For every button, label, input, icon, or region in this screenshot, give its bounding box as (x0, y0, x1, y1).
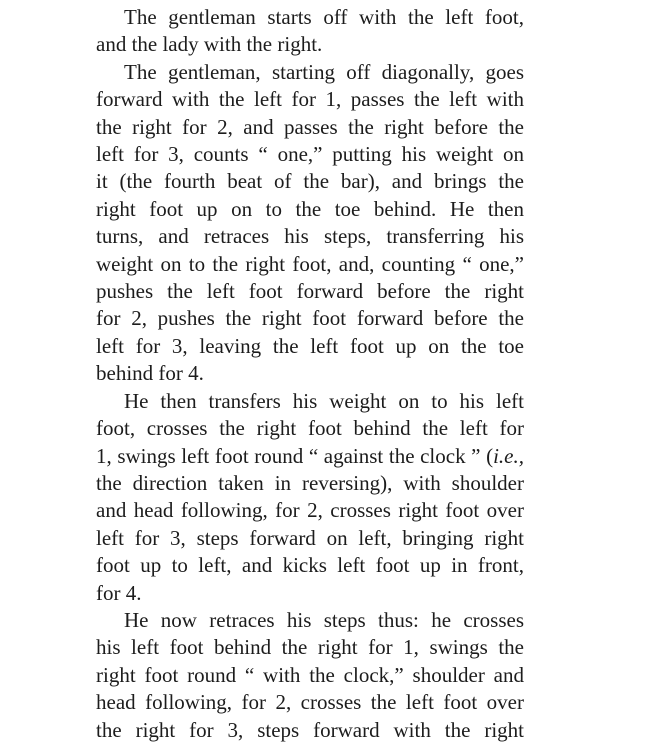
text-line: head following, for 2, crosses the left foot over (96, 690, 524, 715)
text-line: it (the fourth beat of the bar), and brings the (96, 169, 524, 194)
paragraph-2 (68, 59, 524, 388)
text-line: for 4. (96, 580, 142, 605)
text-line: He then transfers his weight on to his left (124, 388, 524, 413)
paragraph-4 (68, 607, 524, 744)
text-line: He now retraces his steps thus: he crosses (124, 607, 524, 632)
text-line: right foot up on to the toe behind. He then (96, 196, 524, 221)
text-line: pushes the left foot forward before the right (96, 279, 524, 304)
text-line: left for 3, counts “ one,” putting his weight on (96, 142, 524, 167)
text-line: The gentleman, starting off diagonally, goes (124, 59, 524, 84)
text-line: The gentleman starts off with the left foot, (124, 5, 524, 29)
text-line: 1, swings left foot round “ against the clock ” (i.e., (96, 443, 524, 468)
text-line: left for 3, steps forward on left, bringing right (96, 525, 524, 550)
text-line: and head following, for 2, crosses right foot over (96, 498, 524, 523)
text-line: right foot round “ with the clock,” shoulder and (96, 662, 524, 687)
text-line: turns, and retraces his steps, transferring his (96, 224, 524, 249)
text-line: and the lady with the right. (96, 32, 323, 57)
text-line: the right for 2, and passes the right before the (96, 114, 524, 139)
text-line: forward with the left for 1, passes the left with (96, 87, 524, 112)
text-line: his left foot behind the right for 1, swings the (96, 635, 524, 660)
text-line: for 2, pushes the right foot forward before the (96, 306, 524, 331)
text-line: behind for 4. (96, 361, 204, 386)
text-line: weight on to the right foot, and, counting “ one,” (96, 251, 524, 276)
paragraph-1 (68, 4, 524, 59)
text-line: the right for 3, steps forward with the right (96, 717, 524, 742)
paragraph-3 (68, 388, 524, 607)
text-line: foot up to left, and kicks left foot up in front, (96, 553, 524, 578)
text-line: the direction taken in reversing), with shoulder (96, 470, 524, 495)
document-page (68, 4, 524, 744)
text-line: left for 3, leaving the left foot up on the toe (96, 333, 524, 358)
text-line: foot, crosses the right foot behind the left for (96, 416, 524, 441)
